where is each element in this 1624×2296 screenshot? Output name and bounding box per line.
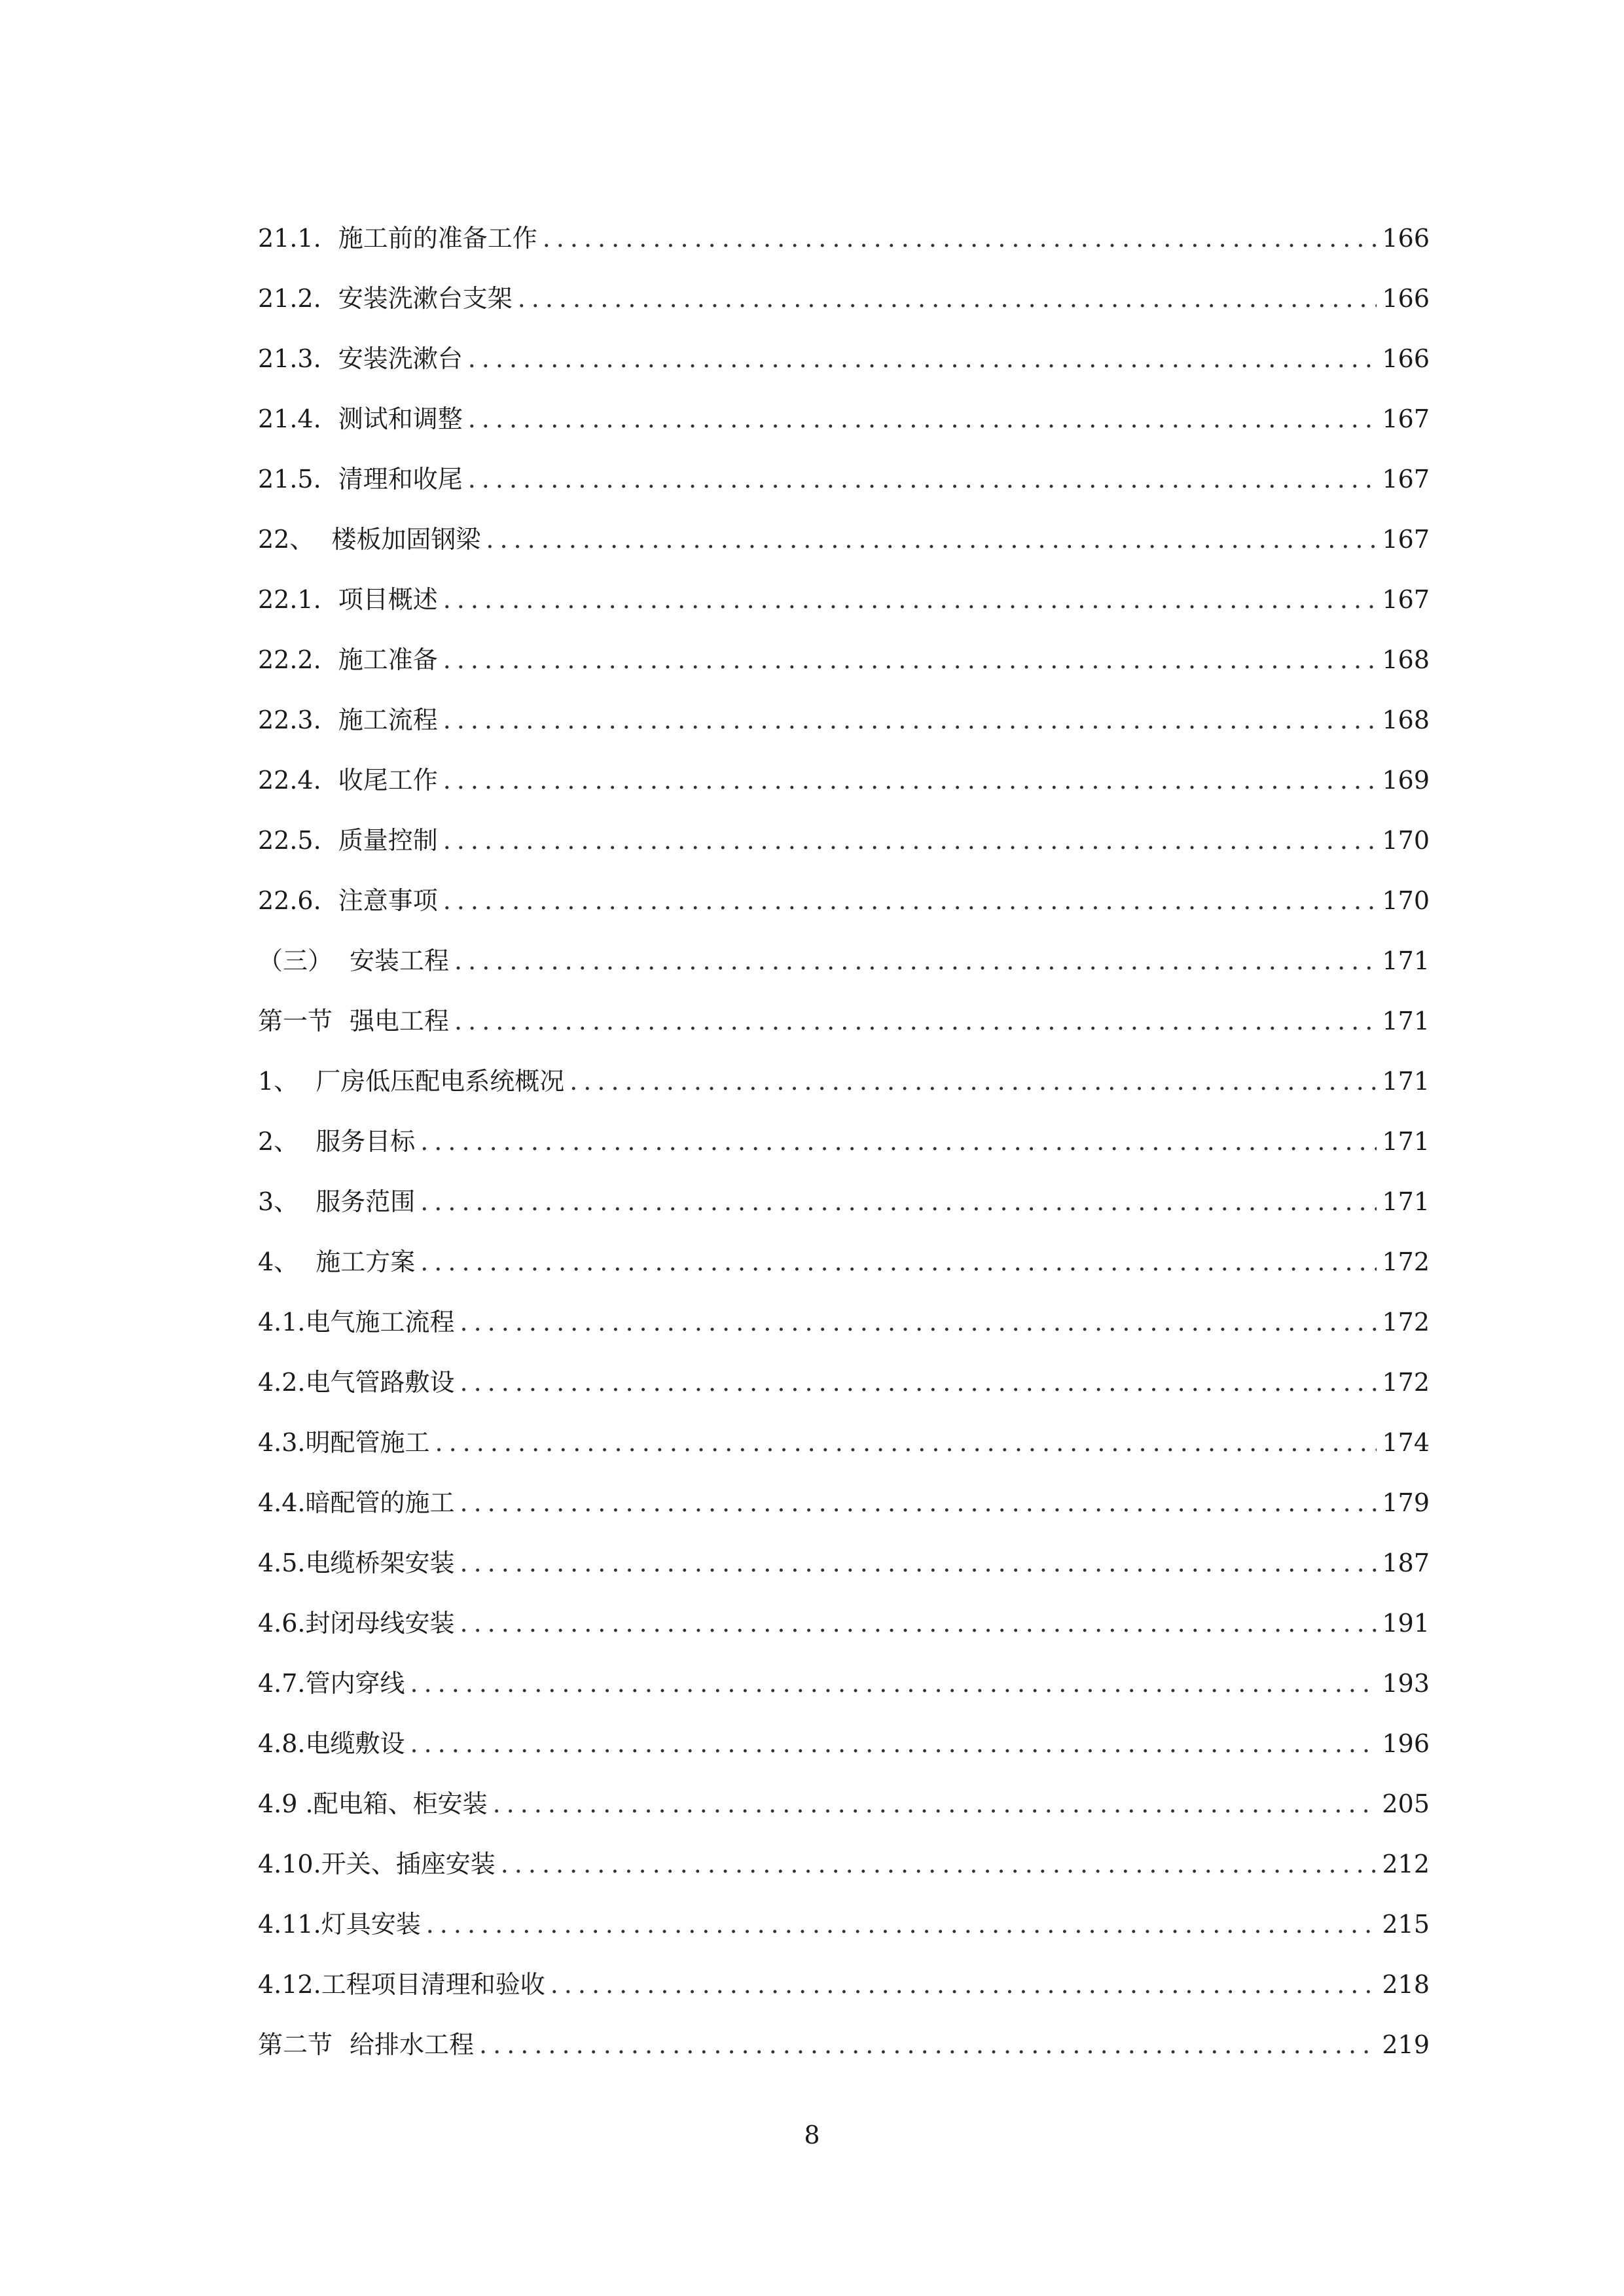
- toc-entry-number: 21.2.: [258, 284, 321, 313]
- toc-entry-title: 施工方案: [316, 1247, 416, 1276]
- toc-entry-label: [258, 630, 443, 690]
- toc-entry-label: [258, 1352, 460, 1412]
- toc-entry-title: 质量控制: [338, 826, 438, 855]
- toc-entry[interactable]: [258, 329, 1430, 389]
- toc-entry-label: [258, 389, 468, 449]
- toc-entry-page: 171: [1382, 946, 1430, 975]
- toc-entry-title: 4.3.明配管施工: [258, 1428, 430, 1457]
- toc-entry-number: 22、: [258, 525, 315, 554]
- toc-dot-leader: [468, 389, 1377, 449]
- toc-entry[interactable]: [258, 1774, 1430, 1834]
- toc-entry-title: 4.8.电缆敷设: [258, 1729, 405, 1758]
- toc-entry-title: 4.12.工程项目清理和验收: [258, 1970, 545, 1999]
- toc-entry-page: 170: [1382, 826, 1430, 855]
- toc-entry-page: 172: [1382, 1247, 1430, 1276]
- toc-entry-title: 安装洗漱台: [338, 344, 463, 373]
- toc-entry-page: 170: [1382, 886, 1430, 915]
- toc-entry-title: 强电工程: [350, 1007, 450, 1035]
- toc-entry-page: 167: [1382, 525, 1430, 554]
- toc-entry-label: [258, 1051, 569, 1111]
- toc-dot-leader: [468, 329, 1377, 389]
- toc-entry-number: 22.5.: [258, 826, 321, 855]
- toc-entry-page: 167: [1382, 585, 1430, 614]
- toc-entry[interactable]: [258, 1834, 1430, 1894]
- toc-dot-leader: [410, 1713, 1377, 1774]
- toc-entry-page: 169: [1382, 766, 1430, 795]
- toc-dot-leader: [420, 1172, 1377, 1232]
- toc-entry-title: 4.10.开关、插座安装: [258, 1850, 496, 1878]
- toc-entry[interactable]: [258, 1653, 1430, 1713]
- toc-entry[interactable]: [258, 1412, 1430, 1473]
- toc-entry-label: [258, 870, 443, 931]
- toc-entry-title: 测试和调整: [338, 404, 463, 433]
- toc-dot-leader: [443, 750, 1377, 810]
- toc-entry[interactable]: [258, 1894, 1430, 1954]
- toc-dot-leader: [426, 1894, 1377, 1954]
- toc-entry[interactable]: [258, 569, 1430, 630]
- toc-entry[interactable]: [258, 1051, 1430, 1111]
- toc-entry-number: 21.1.: [258, 224, 321, 253]
- toc-entry-number: 21.3.: [258, 344, 321, 373]
- toc-dot-leader: [420, 1232, 1377, 1292]
- toc-entry[interactable]: [258, 1111, 1430, 1172]
- toc-entry[interactable]: [258, 750, 1430, 810]
- toc-entry-title: 清理和收尾: [338, 465, 463, 493]
- toc-entry-label: [258, 810, 443, 870]
- toc-dot-leader: [410, 1653, 1377, 1713]
- toc-entry-number: 21.5.: [258, 465, 321, 493]
- page-number: 8: [804, 2121, 820, 2149]
- toc-dot-leader: [486, 509, 1377, 569]
- toc-entry-page: 166: [1382, 344, 1430, 373]
- toc-dot-leader: [518, 268, 1377, 329]
- toc-entry-label: [258, 1774, 493, 1834]
- toc-entry-label: [258, 329, 468, 389]
- toc-entry[interactable]: [258, 931, 1430, 991]
- toc-entry-label: [258, 750, 443, 810]
- toc-entry-number: 22.1.: [258, 585, 321, 614]
- toc-entry-number: 1、: [258, 1067, 299, 1096]
- toc-entry-label: [258, 208, 543, 268]
- toc-entry-label: [258, 2015, 479, 2075]
- toc-entry-title: 服务范围: [316, 1187, 416, 1216]
- toc-entry-label: [258, 1292, 460, 1352]
- toc-entry-page: 171: [1382, 1127, 1430, 1156]
- toc-entry-title: 4.2.电气管路敷设: [258, 1368, 455, 1397]
- toc-entry-label: [258, 1894, 426, 1954]
- toc-entry[interactable]: [258, 449, 1430, 509]
- toc-entry-label: [258, 509, 486, 569]
- toc-entry-page: 174: [1382, 1428, 1430, 1457]
- toc-entry-page: 172: [1382, 1308, 1430, 1336]
- toc-dot-leader: [460, 1473, 1377, 1533]
- toc-dot-leader: [443, 810, 1377, 870]
- toc-entry[interactable]: [258, 1352, 1430, 1412]
- toc-dot-leader: [420, 1111, 1377, 1172]
- toc-entry-title: 施工准备: [338, 645, 438, 674]
- toc-entry-label: [258, 449, 468, 509]
- toc-entry[interactable]: [258, 1533, 1430, 1593]
- toc-entry[interactable]: [258, 1954, 1430, 2015]
- toc-entry-title: 服务目标: [316, 1127, 416, 1156]
- toc-entry-number: 3、: [258, 1187, 299, 1216]
- toc-entry-page: 218: [1382, 1970, 1430, 1999]
- toc-entry[interactable]: [258, 1713, 1430, 1774]
- toc-entry-number: 2、: [258, 1127, 299, 1156]
- toc-dot-leader: [501, 1834, 1377, 1894]
- toc-entry[interactable]: [258, 1172, 1430, 1232]
- toc-entry-label: [258, 991, 454, 1051]
- toc-entry-page: 196: [1382, 1729, 1430, 1758]
- toc-dot-leader: [468, 449, 1377, 509]
- toc-entry-title: 给排水工程: [350, 2030, 475, 2059]
- toc-entry-label: [258, 690, 443, 750]
- toc-dot-leader: [443, 690, 1377, 750]
- toc-dot-leader: [479, 2015, 1377, 2075]
- toc-entry-page: 215: [1382, 1910, 1430, 1939]
- toc-entry-label: [258, 1713, 410, 1774]
- toc-entry-number: 21.4.: [258, 404, 321, 433]
- toc-entry-title: 安装洗漱台支架: [338, 284, 513, 313]
- toc-dot-leader: [460, 1593, 1377, 1653]
- toc-dot-leader: [460, 1292, 1377, 1352]
- toc-entry-number: 4、: [258, 1247, 299, 1276]
- toc-entry-number: （三）: [258, 946, 333, 975]
- toc-entry-number: 22.6.: [258, 886, 321, 915]
- toc-entry-page: 168: [1382, 645, 1430, 674]
- toc-entry-label: [258, 1232, 420, 1292]
- toc-entry-number: 第二节: [258, 2030, 333, 2059]
- toc-dot-leader: [460, 1352, 1377, 1412]
- toc-entry-page: 179: [1382, 1488, 1430, 1517]
- toc-entry-label: [258, 1653, 410, 1713]
- toc-entry-title: 4.6.封闭母线安装: [258, 1609, 455, 1638]
- toc-entry-title: 项目概述: [338, 585, 438, 614]
- toc-entry[interactable]: [258, 991, 1430, 1051]
- toc-dot-leader: [443, 569, 1377, 630]
- toc-entry-title: 收尾工作: [338, 766, 438, 795]
- toc-entry-label: [258, 1473, 460, 1533]
- toc-entry[interactable]: [258, 1232, 1430, 1292]
- toc-entry[interactable]: [258, 630, 1430, 690]
- toc-entry-page: 193: [1382, 1669, 1430, 1698]
- toc-entry[interactable]: [258, 389, 1430, 449]
- toc-dot-leader: [435, 1412, 1377, 1473]
- toc-entry-number: 22.2.: [258, 645, 321, 674]
- toc-entry-label: [258, 1834, 501, 1894]
- toc-entry-title: 4.9 .配电箱、柜安装: [258, 1789, 488, 1818]
- toc-entry-label: [258, 1954, 550, 2015]
- toc-entry-label: [258, 1172, 420, 1232]
- toc-entry-title: 楼板加固钢梁: [331, 525, 481, 554]
- toc-dot-leader: [460, 1533, 1377, 1593]
- toc-entry-label: [258, 1111, 420, 1172]
- toc-entry-page: 167: [1382, 465, 1430, 493]
- toc-dot-leader: [550, 1954, 1377, 2015]
- toc-entry-page: 219: [1382, 2030, 1430, 2059]
- toc-entry-page: 167: [1382, 404, 1430, 433]
- toc-entry-label: [258, 931, 454, 991]
- toc-entry[interactable]: [258, 2015, 1430, 2075]
- toc-entry-page: 205: [1382, 1789, 1430, 1818]
- toc-entry-page: 172: [1382, 1368, 1430, 1397]
- toc-entry-label: [258, 1533, 460, 1593]
- toc-entry-number: 22.3.: [258, 706, 321, 734]
- toc-entry-title: 施工流程: [338, 706, 438, 734]
- toc-entry-title: 4.4.暗配管的施工: [258, 1488, 455, 1517]
- toc-entry[interactable]: [258, 509, 1430, 569]
- toc-dot-leader: [569, 1051, 1377, 1111]
- toc-entry-number: 第一节: [258, 1007, 333, 1035]
- toc-entry[interactable]: [258, 690, 1430, 750]
- table-of-contents: [258, 208, 1430, 2075]
- toc-entry-page: 166: [1382, 284, 1430, 313]
- toc-entry-title: 安装工程: [350, 946, 450, 975]
- toc-entry-page: 171: [1382, 1067, 1430, 1096]
- toc-entry-page: 166: [1382, 224, 1430, 253]
- toc-dot-leader: [454, 931, 1377, 991]
- toc-entry-page: 212: [1382, 1850, 1430, 1878]
- toc-entry-title: 4.5.电缆桥架安装: [258, 1549, 455, 1577]
- toc-entry-label: [258, 268, 518, 329]
- toc-entry-page: 168: [1382, 706, 1430, 734]
- toc-entry[interactable]: [258, 810, 1430, 870]
- toc-entry-label: [258, 569, 443, 630]
- toc-entry[interactable]: [258, 208, 1430, 268]
- toc-entry-page: 191: [1382, 1609, 1430, 1638]
- toc-entry-page: 171: [1382, 1187, 1430, 1216]
- toc-dot-leader: [543, 208, 1377, 268]
- toc-entry-label: [258, 1412, 435, 1473]
- toc-entry[interactable]: [258, 1473, 1430, 1533]
- toc-entry-page: 171: [1382, 1007, 1430, 1035]
- toc-entry[interactable]: [258, 1593, 1430, 1653]
- toc-entry-number: 22.4.: [258, 766, 321, 795]
- toc-entry-title: 注意事项: [338, 886, 438, 915]
- toc-dot-leader: [454, 991, 1377, 1051]
- toc-entry[interactable]: [258, 870, 1430, 931]
- toc-entry-title: 厂房低压配电系统概况: [316, 1067, 565, 1096]
- toc-entry-page: 187: [1382, 1549, 1430, 1577]
- toc-entry-title: 4.1.电气施工流程: [258, 1308, 455, 1336]
- toc-entry-title: 4.11.灯具安装: [258, 1910, 421, 1939]
- toc-dot-leader: [493, 1774, 1377, 1834]
- toc-entry-title: 施工前的准备工作: [338, 224, 537, 253]
- toc-dot-leader: [443, 870, 1377, 931]
- toc-dot-leader: [443, 630, 1377, 690]
- toc-entry-title: 4.7.管内穿线: [258, 1669, 405, 1698]
- toc-entry[interactable]: [258, 268, 1430, 329]
- toc-entry[interactable]: [258, 1292, 1430, 1352]
- toc-entry-label: [258, 1593, 460, 1653]
